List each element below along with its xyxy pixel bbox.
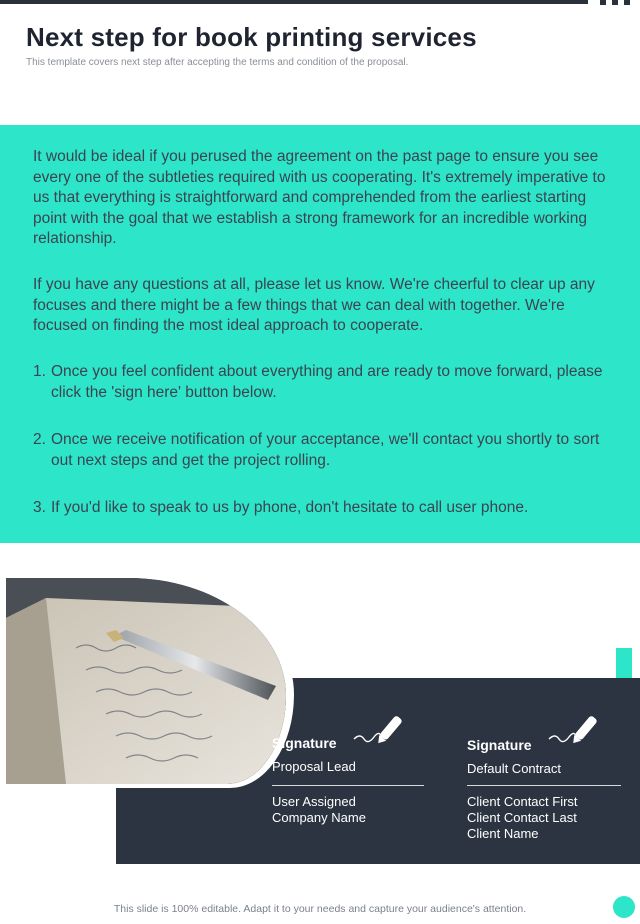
- step-number: 3.: [33, 499, 46, 516]
- name-line: Client Name: [467, 826, 539, 841]
- signature-label: Signature: [272, 735, 337, 751]
- footer-note: This slide is 100% editable. Adapt it to your needs and capture your audience's attention.: [113, 903, 527, 915]
- page-title: Next step for book printing services: [26, 22, 477, 52]
- step-text: Once you feel confident about everything and are ready to move forward, please click the 'sign here' button below.: [51, 363, 603, 401]
- signature-line: [467, 785, 621, 786]
- top-rule: [0, 0, 588, 4]
- name-line: Client Contact First: [467, 794, 578, 809]
- terms-panel: [0, 125, 640, 543]
- step-text: If you'd like to speak to us by phone, don't hesitate to call user phone.: [51, 499, 529, 516]
- name-line: Client Contact Last: [467, 810, 577, 825]
- step-number: 2.: [33, 431, 46, 448]
- signer-names: [467, 794, 578, 842]
- step-item: [33, 430, 613, 471]
- step-item: [33, 498, 613, 519]
- pen-signature-icon: [547, 713, 611, 747]
- signer-names: [272, 794, 366, 826]
- signature-line: [272, 785, 424, 786]
- signer-role: Default Contract: [467, 761, 561, 776]
- signature-block-right: [467, 737, 621, 841]
- signer-role: Proposal Lead: [272, 759, 356, 774]
- step-item: [33, 362, 613, 403]
- intro-paragraph: It would be ideal if you perused the agreement on the past page to ensure you see every one of the subtleties required with us cooperating. It's extremely imperative to us that everything is straightforward and comprehended from the earliest starting point with the goal that we establish a strong framework for an incredible working relationship.: [33, 148, 606, 247]
- name-line: User Assigned: [272, 794, 356, 809]
- signature-label: Signature: [467, 737, 532, 753]
- pen-signature-icon: [352, 713, 416, 747]
- step-number: 1.: [33, 363, 46, 380]
- signature-block-left: [272, 735, 424, 830]
- questions-paragraph: If you have any questions at all, please let us know. We're cheerful to clear up any focuses and there might be a few things that we can deal with together. We're focused on finding the most ideal approach to cooperate.: [33, 276, 595, 334]
- step-text: Once we receive notification of your acceptance, we'll contact you shortly to sort out next steps and get the project rolling.: [51, 431, 600, 469]
- name-line: Company Name: [272, 810, 366, 825]
- corner-dot: [613, 896, 635, 918]
- page-subtitle: This template covers next step after accepting the terms and condition of the proposal.: [26, 57, 409, 68]
- top-dots: [600, 0, 630, 5]
